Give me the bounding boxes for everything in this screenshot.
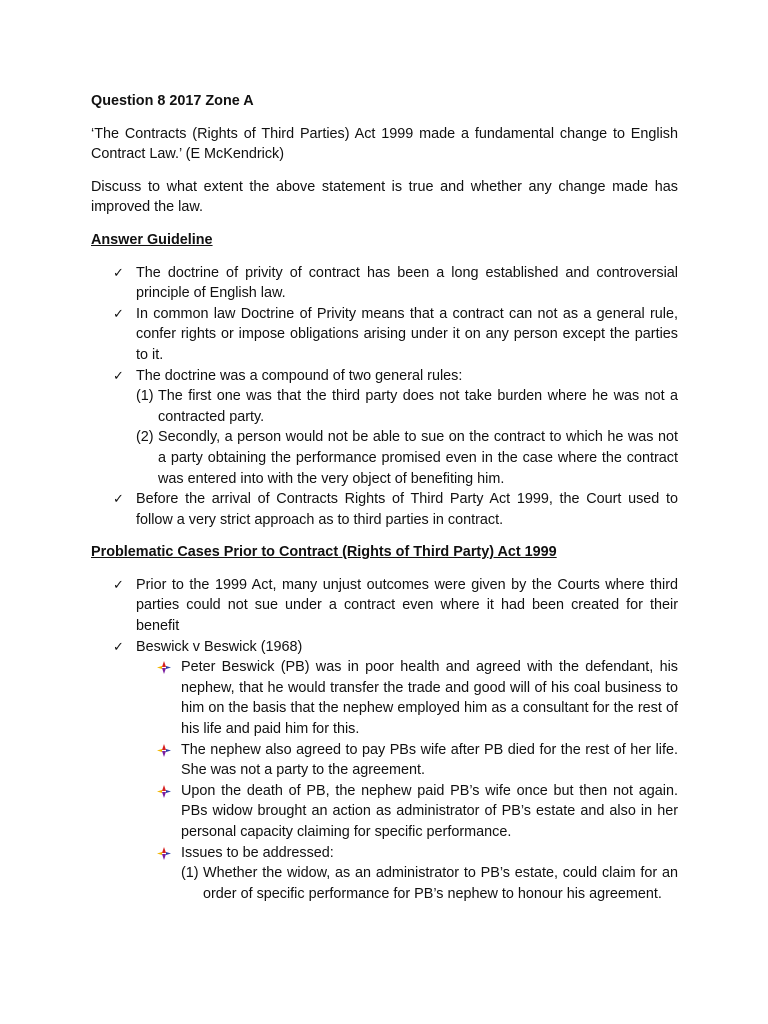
rule-number: (2) — [136, 429, 154, 446]
check-icon: ✓ — [113, 367, 124, 383]
list-item — [91, 489, 678, 530]
issue-text: Whether the widow, as an administrator to PB’s estate, could claim for an order of specific performance for PB’s nephew to honour his agreement. — [203, 865, 678, 902]
beswick-points-list — [136, 657, 678, 904]
list-item-text: Before the arrival of Contracts Rights of Third Party Act 1999, the Court used to follow a very strict approach as to third parties in contract. — [136, 491, 678, 528]
rule-item — [136, 386, 678, 427]
rules-list — [136, 386, 678, 489]
check-icon: ✓ — [113, 305, 124, 321]
prompt-paragraph: Discuss to what extent the above statement is true and whether any change made has improved the law. — [91, 178, 678, 216]
problematic-cases-heading: Problematic Cases Prior to Contract (Rights of Third Party) Act 1999 — [91, 544, 557, 561]
issue-item — [181, 863, 678, 904]
list-item-text: The doctrine was a compound of two general rules: — [136, 367, 463, 384]
question-title: Question 8 2017 Zone A — [91, 93, 254, 109]
list-item — [136, 843, 678, 905]
rule-number: (1) — [136, 388, 154, 405]
quote-paragraph: ‘The Contracts (Rights of Third Parties) Act 1999 made a fundamental change to English Contract Law.’ (E McKendrick) — [91, 125, 678, 163]
diamond-bullet-icon — [157, 744, 171, 757]
list-item — [136, 740, 678, 781]
diamond-bullet-icon — [157, 785, 171, 798]
diamond-bullet-icon — [157, 847, 171, 860]
list-item-text: Prior to the 1999 Act, many unjust outcomes were given by the Courts where third parties could not sue under a contract even where it had been created for their benefit — [136, 576, 678, 635]
problematic-cases-list — [91, 575, 678, 657]
list-item-text: Beswick v Beswick (1968) — [136, 638, 303, 655]
issues-list — [181, 863, 678, 904]
list-item-text: Upon the death of PB, the nephew paid PB’s wife once but then not again. PBs widow brought an action as administrator of PB’s estate and also in her personal capacity claiming for specific performance. — [181, 782, 678, 840]
check-icon: ✓ — [113, 491, 124, 507]
diamond-bullet-icon — [157, 661, 171, 674]
answer-guideline-list — [91, 263, 678, 531]
issue-number: (1) — [181, 865, 199, 882]
list-item — [91, 575, 678, 637]
list-item-text: Issues to be addressed: — [181, 844, 334, 861]
list-item-text: Peter Beswick (PB) was in poor health and agreed with the defendant, his nephew, that he would transfer the trade and good will of his coal business to him on the basis that the nephew employed him as a consultant for the rest of his life and paid him for this. — [181, 659, 678, 738]
list-item — [91, 304, 678, 366]
check-icon: ✓ — [113, 638, 124, 654]
list-item — [91, 366, 678, 490]
list-item-text: In common law Doctrine of Privity means that a contract can not as a general rule, confer rights or impose obligations arising under it on any person except the parties to it. — [136, 305, 678, 363]
answer-guideline-heading: Answer Guideline — [91, 231, 213, 248]
check-icon: ✓ — [113, 576, 124, 592]
rule-item — [136, 427, 678, 489]
list-item — [136, 657, 678, 739]
list-item-text: The doctrine of privity of contract has been a long established and controversial principle of English law. — [136, 264, 678, 302]
rule-text: The first one was that the third party does not take burden where he was not a contracted party. — [158, 388, 678, 425]
list-item-text: The nephew also agreed to pay PBs wife after PB died for the rest of her life. She was not a party to the agreement. — [181, 741, 678, 779]
list-item — [91, 263, 678, 304]
list-item — [91, 637, 678, 658]
rule-text: Secondly, a person would not be able to sue on the contract to which he was not a party obtaining the performance promised even in the case where the contract was entered into with the very object of benefiting him. — [158, 429, 678, 487]
document-body — [91, 91, 678, 904]
list-item — [136, 781, 678, 843]
check-icon: ✓ — [113, 264, 124, 280]
